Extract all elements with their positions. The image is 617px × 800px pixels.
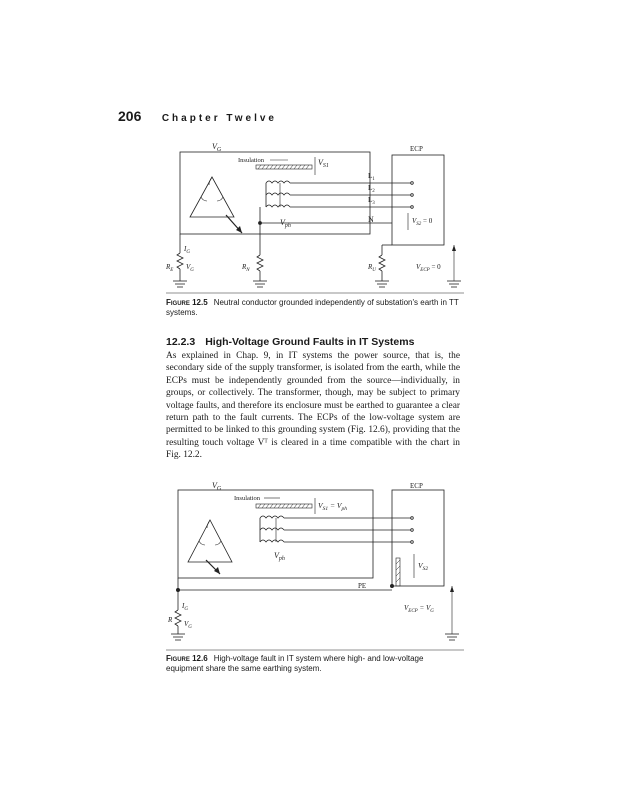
fig1-n-label: N [368,215,374,224]
section-heading [166,336,414,348]
fig1-ecp-box [392,155,444,245]
figure-12-6-caption-text: High-voltage fault in IT system where high- and low-voltage equipment share the same earthing system. [166,654,424,673]
fig1-insulation-hatch [258,165,309,169]
fig2-r-resistor [175,610,181,626]
fig2-pe-label: PE [358,582,367,590]
fig1-l1-label: $L_1$ [368,172,375,182]
fig2-vs1-label: $V_{S1} = V_{ph}$ [318,501,347,512]
fig1-ru-label: $R_U$ [368,263,376,273]
page-header [118,108,277,126]
chapter-title: Chapter Twelve [161,113,277,124]
fig1-vecp-label: $V_{ECP} = 0$ [416,263,441,273]
figure-12-6-caption [166,654,460,674]
fig1-rn-label: $R_N$ [242,263,250,273]
figure-12-5-caption [166,298,460,318]
fig2-primary-delta [188,520,232,562]
fig1-l2-label: $L_2$ [368,184,375,194]
figure-12-5-caption-text: Neutral conductor grounded independently of substation's earth in TT systems. [166,298,459,317]
fig1-vg-bottom-label: $V_G$ [186,263,194,273]
fig1-vs2-label: $V_{S2} = 0$ [412,217,433,227]
fig2-vs2-label: $V_{S2}$ [418,561,429,572]
fig1-insulation-label: Insulation [238,157,264,164]
fig1-rn-resistor [257,255,263,271]
figure-12-6-label: Figure 12.6 [166,654,208,663]
fig2-vph-label: $V_{ph}$ [274,551,285,562]
fig1-vph-label: $V_{ph}$ [280,218,291,229]
section-body: As explained in Chap. 9, in IT systems the power source, that is, the secondary side of the supply transformer, is isolated from the earth, while the ECPs must be independently grounded from the source—individually, in groups, or collectively. The transformer, though, may be subject to primary voltage faults, and therefore its enclosure must be earthed to guarantee a clear return path to the fault currents. The ECPs of the low-voltage system are permitted to be linked to this grounding system (Fig. 12.6), providing that the resulting touch voltage Vᵀ is cleared in a time compatible with the chart in Fig. 12.2. [166,351,460,461]
page-number: 206 [118,108,142,124]
fig2-r-label: R [168,616,173,624]
fig1-secondary-coils [266,181,290,207]
fig1-primary-delta [190,177,234,217]
fig2-vg-top-label: $V_G$ [212,481,222,492]
fig2-ig-label: $I_G$ [182,602,188,612]
fig2-vg-bottom-label: $V_G$ [184,620,192,630]
figure-12-5-label: Figure 12.5 [166,298,208,307]
fig1-ru-resistor [379,255,385,271]
fig1-vs1-label: $V_{S1}$ [318,158,329,169]
fig1-ecp-label: ECP [410,145,423,153]
fig2-insulation-hatch [258,504,309,508]
fig1-re-label: $R_E$ [166,263,174,273]
fig2-vecp-label: $V_{ECP} = V_G$ [404,604,434,614]
fig2-secondary-coils [260,516,284,542]
figure-12-5 [160,135,470,295]
fig2-substation-box [178,490,373,578]
fig1-ig-label: $I_G$ [184,245,190,255]
section-title: High-Voltage Ground Faults in IT Systems [205,336,415,348]
section-number: 12.2.3 [166,336,196,348]
fig1-vg-top-label: $V_G$ [212,142,222,153]
fig2-ecp-label: ECP [410,482,423,490]
fig2-insulation-label: Insulation [234,495,260,502]
figure-12-6 [160,478,470,653]
fig1-re-resistor [177,253,183,269]
fig1-l3-label: $L_3$ [368,196,375,206]
